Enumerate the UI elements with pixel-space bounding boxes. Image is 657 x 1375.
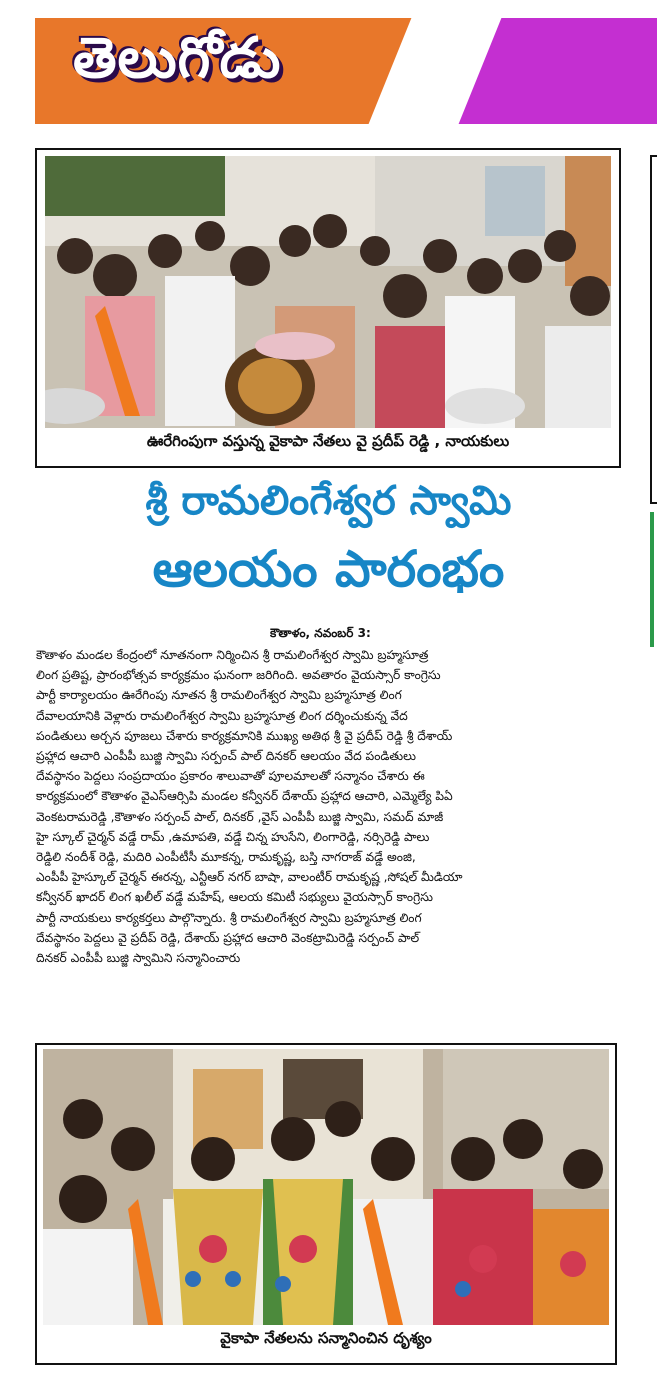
adjacent-column-accent [650, 512, 657, 647]
article-line: కన్వీనర్ ఖాదర్ లింగ ఖలీల్ వడ్డే మహేష్, ఆలయ కమిటీ సభ్యులు వైయస్సార్ కాంగ్రెసు [36, 890, 433, 905]
headline-line-2: ఆలయం పారంభం [152, 540, 505, 598]
article-line: దినకర్ ఎంపీపీ బుజ్జి స్వామిని సన్మానించారు [36, 951, 241, 966]
felicitation-photo-image [43, 1049, 609, 1325]
top-photo-frame [35, 148, 621, 468]
article-line: కౌతాళం మండల కేంద్రంలో నూతనంగా నిర్మించిన శ్రీ రామలింగేశ్వర స్వామి బ్రహ్మసూత్ర [36, 648, 429, 662]
bottom-photo-caption: వైకాపా నేతలను సన్మానించిన దృశ్యం [220, 1329, 432, 1347]
article-line: పార్టీ నాయకులు కార్యకర్తలు పాల్గొన్నారు. శ్రీ రామలింగేశ్వర స్వామి బ్రహ్మసూత్ర లింగ [36, 910, 422, 925]
procession-photo-image [45, 156, 611, 428]
adjacent-column-frame [650, 155, 657, 504]
article-line: ప్రహ్లాద ఆచారి ఎంపీపీ బుజ్జి స్వామి సర్పంచ్ పాల్ దినకర్ ఆలయం వేద పండితులు [36, 749, 416, 764]
bottom-photo [43, 1049, 609, 1325]
article-line: దేవాలయానికి వెళ్లారు రామలింగేశ్వర స్వామి బ్రహ్మసూత్ర లింగ దర్శించుకున్న వేద [36, 708, 408, 723]
dateline: కౌతాళం, నవంబర్ 3: [270, 626, 371, 640]
article-line: దేవస్థానం పెద్దలు సంప్రదాయం ప్రకారం శాలువాతో పూలమాలతో సన్మానం చేశారు ఈ [36, 769, 425, 784]
top-photo-caption: ఊరేగింపుగా వస్తున్న వైకాపా నేతలు వై ప్రదీప్ రెడ్డి , నాయకులు [146, 432, 510, 450]
article-line: దేవస్థానం పెద్దలు వై ప్రదీప్ రెడ్డి, దేశాయ్ ప్రహ్లాద ఆచారి వెంకట్రామిరెడ్డి సర్పంచ్ పాల్ [36, 930, 420, 945]
masthead [35, 18, 657, 124]
bottom-photo-frame [35, 1043, 617, 1365]
article-line: రెడ్డిలి నందీశ్ రెడ్డి, మదిరి ఎంపీటీసీ మూకన్న, రామకృష్ణ, బస్తి నాగరాజ్ వడ్డే అంజి, [36, 850, 416, 865]
article-body [36, 645, 619, 968]
article-line: పార్టీ కార్యాలయం ఊరేగింపు నూతన శ్రీ రామలింగేశ్వర స్వామి బ్రహ్మసూత్ర లింగ [36, 688, 402, 703]
article-line: పండితులు అర్చన పూజలు చేశారు కార్యక్రమానికి ముఖ్య అతిథ శ్రీ వై ప్రదీప్ రెడ్డి శ్రీ దేశాయ్ [36, 728, 453, 743]
top-photo [45, 156, 611, 428]
article-line: ఎంపీపీ హైస్కూల్ చైర్మన్ ఈరన్న, ఎన్టీఆర్ నగర్ బాషా, వాలంటీర్ రామకృష్ణ ,సోషల్ మీడియా [36, 870, 463, 885]
article-line: వెంకటరామరెడ్డి ,కౌతాళం సర్పంచ్ పాల్, దినకర్ ,వైస్ ఎంపీపీ బుజ్జి స్వామి, సమద్ మాజీ [36, 809, 444, 824]
headline-line-1: శ్రీ రామలింగేశ్వర స్వామి [145, 478, 512, 524]
article-line: హై స్కూల్ చైర్మన్ వడ్డే రామ్ ,ఉమాపతి, వడ్డే చిన్న హుసేని, లింగారెడ్డి, నర్సిరెడ్డి పాలు [36, 829, 430, 844]
article-line: కార్యక్రమంలో కౌతాళం వైఎస్ఆర్సిపి మండల కన్వీనర్ దేశాయ్ ప్రహ్లాద ఆచారి, ఎమ్మెల్యే పిఏ [36, 789, 453, 804]
masthead-title: తెలుగోడు [73, 26, 282, 91]
article-line: లింగ ప్రతిష్ట, ప్రారంభోత్సవ కార్యక్రమం ఘనంగా జరిగింది. అవతారం వైయస్సార్ కాంగ్రెసు [36, 668, 441, 683]
